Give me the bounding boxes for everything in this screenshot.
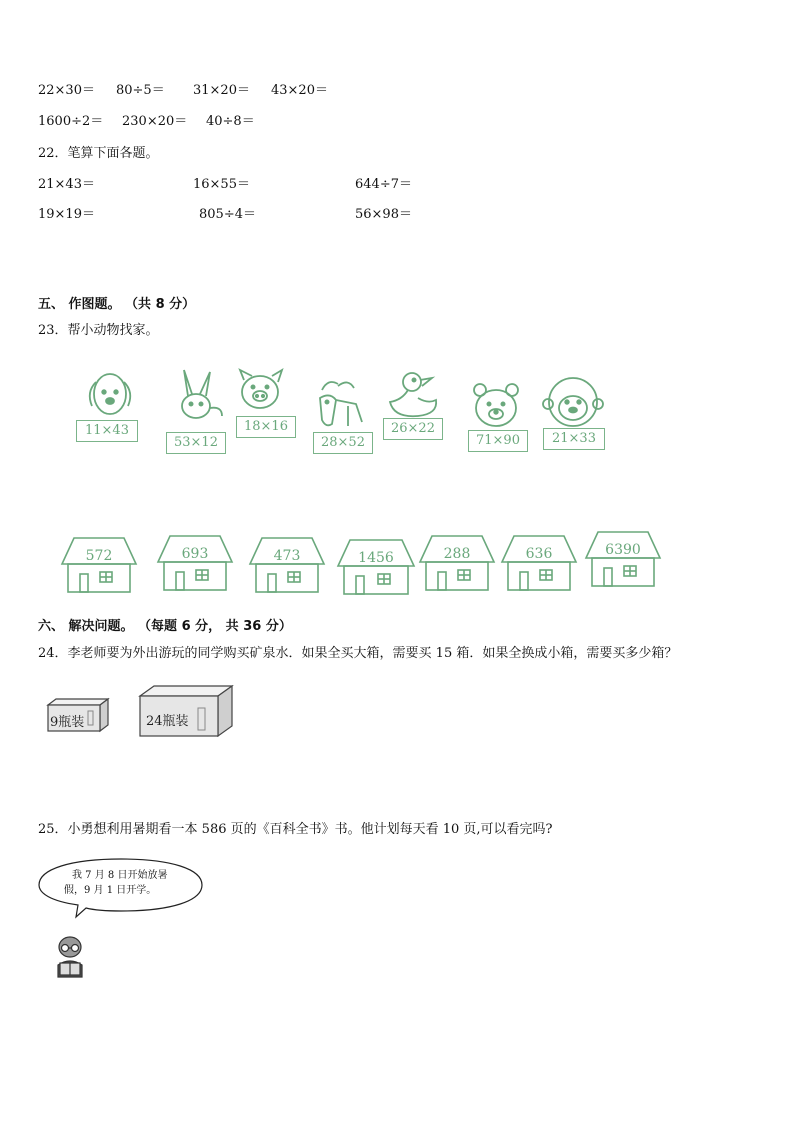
oral-calc-2-2: 230×20＝ — [122, 114, 188, 129]
house-2-icon — [156, 534, 234, 592]
house-5 — [418, 534, 496, 592]
bubble-line-2: 假，9 月 1 日开学。 — [64, 885, 157, 896]
house-3-number: 473 — [273, 548, 301, 564]
house-5-icon — [418, 534, 496, 592]
monkey-sign: 21×33 — [543, 428, 605, 450]
house-2 — [156, 534, 234, 592]
oral-calc-1-2: 80÷5＝ — [116, 83, 165, 98]
bubble-line-1: 我 7 月 8 日开始放暑 — [72, 870, 168, 881]
house-1 — [60, 536, 138, 594]
section-5-heading: 五、 作图题。 （共 8 分） — [38, 297, 196, 312]
house-6-number: 636 — [525, 546, 553, 562]
house-2-number: 693 — [181, 546, 209, 562]
boy-reading-icon — [52, 935, 88, 979]
goat-icon — [308, 376, 370, 434]
rabbit-sign: 53×12 — [166, 432, 226, 454]
q23-title: 23．帮小动物找家。 — [38, 323, 159, 338]
q22-calc-1-3: 644÷7＝ — [355, 177, 412, 192]
q22-title: 22．笔算下面各题。 — [38, 146, 159, 161]
oral-calc-2-1: 1600÷2＝ — [38, 114, 104, 129]
house-4-icon — [336, 538, 416, 596]
q24-title: 24．李老师要为外出游玩的同学购买矿泉水．如果全买大箱，需要买 15 箱．如果全换成小箱，需要买多少箱？ — [38, 646, 678, 661]
big-box — [138, 684, 234, 738]
house-3-icon — [248, 536, 326, 594]
house-1-icon — [60, 536, 138, 594]
dog-icon — [82, 368, 138, 420]
bear-sign: 71×90 — [468, 430, 528, 452]
house-4 — [336, 538, 416, 596]
dog-sign: 11×43 — [76, 420, 138, 442]
house-4-number: 1456 — [358, 550, 394, 566]
house-1-number: 572 — [85, 548, 113, 564]
q22-calc-1-1: 21×43＝ — [38, 177, 95, 192]
monkey-icon — [540, 374, 606, 432]
house-7-number: 6390 — [605, 542, 641, 558]
duck-sign: 26×22 — [383, 418, 443, 440]
house-7-icon — [584, 530, 662, 588]
oral-calc-1-1: 22×30＝ — [38, 83, 95, 98]
q22-calc-1-2: 16×55＝ — [193, 177, 250, 192]
q25-title: 25．小勇想利用暑期看一本 586 页的《百科全书》书。他计划每天看 10 页,可以看完吗? — [38, 822, 553, 837]
house-5-number: 288 — [443, 546, 471, 562]
big-box-label: 24瓶装 — [146, 714, 189, 729]
pig-icon — [234, 366, 290, 416]
section-6-heading: 六、 解决问题。 （每题 6 分， 共 36 分） — [38, 619, 292, 634]
house-6 — [500, 534, 578, 592]
small-box — [46, 697, 110, 733]
house-6-icon — [500, 534, 578, 592]
oral-calc-1-3: 31×20＝ — [193, 83, 250, 98]
goat-sign: 28×52 — [313, 432, 373, 454]
pig-sign: 18×16 — [236, 416, 296, 438]
duck-icon — [384, 368, 446, 420]
bear-icon — [468, 380, 524, 432]
small-box-label: 9瓶装 — [50, 715, 85, 730]
q22-calc-2-1: 19×19＝ — [38, 207, 95, 222]
q22-calc-2-3: 56×98＝ — [355, 207, 412, 222]
q22-calc-2-2: 805÷4＝ — [199, 207, 256, 222]
rabbit-icon — [170, 366, 226, 432]
house-7 — [584, 530, 662, 588]
oral-calc-1-4: 43×20＝ — [271, 83, 328, 98]
house-3 — [248, 536, 326, 594]
oral-calc-2-3: 40÷8＝ — [206, 114, 255, 129]
